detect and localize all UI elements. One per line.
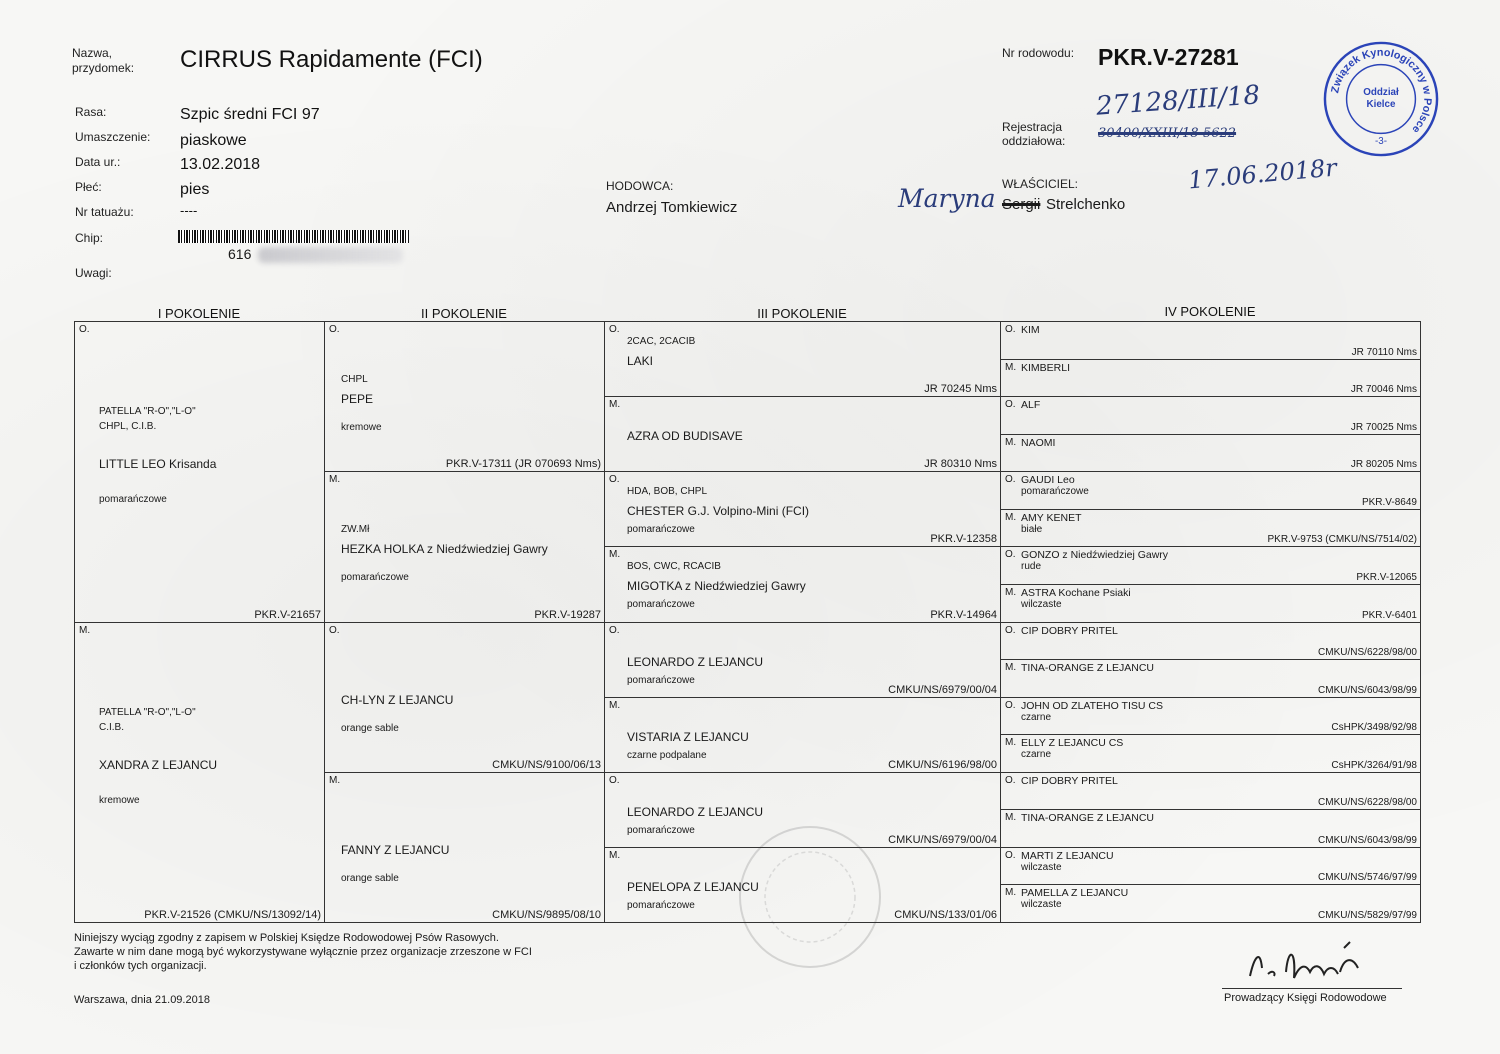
dog-color: wilczaste [1021,899,1062,911]
dog-name: ASTRA Kochane Psiaki [1021,586,1131,599]
dog-name: PEPE [341,392,374,406]
dog-color: białe [1021,523,1043,535]
sex-marker: O. [1005,849,1016,861]
gen4-cell [1000,434,1421,473]
dog-name: AZRA OD BUDISAVE [627,429,743,444]
gen4-cell [1000,659,1421,698]
dog-name: PAMELLA Z LEJANCU [1021,887,1129,900]
dog-name: NAOMI [1021,436,1056,449]
registration-number: CsHPK/3498/92/98 [1331,722,1417,734]
dog-name: CIRRUS Rapidamente (FCI) [180,46,483,73]
sex-marker: M. [1005,812,1017,824]
registration-number: CMKU/NS/6979/00/04 [888,833,997,846]
dog-color: czarne [1021,711,1052,723]
sex-marker: O. [1005,399,1016,411]
dog-name: ELLY Z LEJANCU CS [1021,737,1124,750]
sex-marker: O. [1005,624,1016,636]
sex-marker: M. [1005,436,1017,448]
stamp-number: -3- [1374,136,1388,148]
dog-color: pomarańczowe [627,674,695,686]
gen1-cell [74,321,325,623]
dog-color: rude [1021,561,1042,573]
dog-color: pomarańczowe [627,824,695,836]
dog-name: GONZO z Niedźwiedziej Gawry [1021,549,1169,562]
sex-marker: O. [609,624,620,636]
gen-header-2: II POKOLENIE [421,306,507,321]
titles-line-2: CHPL, C.I.B. [99,421,157,432]
footer-note-3: i członków tych organizacji. [74,960,207,972]
dog-name: XANDRA Z LEJANCU [99,757,218,772]
breed-label: Rasa: [75,105,107,119]
signature-line [1222,988,1402,989]
gen4-cell [1000,396,1421,435]
registration-struck: 30400/XXIII/18-5622 [1098,126,1237,141]
titles: 2CAC, 2CACIB [627,336,696,347]
sex-marker: M. [609,849,621,861]
color-value: piaskowe [180,132,247,149]
registration-number: JR 80205 Nms [1350,459,1417,471]
registration-number: CMKU/NS/9100/06/13 [492,758,601,771]
registration-number: JR 70046 Nms [1350,384,1417,396]
gen4-cell [1000,884,1421,923]
registration-number: JR 70025 Nms [1350,421,1417,433]
pedigree-number: PKR.V-27281 [1098,44,1239,70]
footer-note-1: Niniejszy wyciąg zgodny z zapisem w Polskiej Księdze Rodowodowej Psów Rasowych. [74,932,499,944]
date-handwritten: 17.06.2018r [1187,153,1338,195]
registration-number: CMKU/NS/6228/98/00 [1318,647,1417,659]
titles: HDA, BOB, CHPL [627,486,708,498]
handwritten-signature [1240,928,1370,990]
registration-number: PKR.V-8649 [1361,496,1417,508]
sex-marker: M. [329,774,341,786]
gen3-cell [604,772,1001,848]
gen3-cell [604,321,1001,397]
signature-role: Prowadzący Księgi Rodowodowe [1224,992,1387,1004]
sex-value: pies [180,181,210,198]
sex-marker: M. [1005,361,1017,373]
gen2-cell [324,622,605,773]
stamp-center-2: Kielce [1366,98,1396,110]
registration-number: CMKU/NS/6043/98/99 [1318,684,1417,696]
registration-number: PKR.V-12358 [930,533,997,546]
chip-label: Chip: [75,231,104,245]
sex-marker: M. [1005,586,1017,598]
sex-marker: M. [1005,737,1017,749]
gen4-cell [1000,847,1421,886]
dog-name: LEONARDO Z LEJANCU [627,804,764,819]
tattoo-value: ---- [180,203,198,218]
sex-marker: M. [329,474,341,486]
dog-color: czarne [1021,749,1052,761]
pedigree-no-label: Nr rodowodu: [1002,46,1075,60]
gen3-cell [604,622,1001,698]
breeder-value: Andrzej Tomkiewicz [606,199,738,216]
sex-marker: O. [609,774,620,786]
dog-name: FANNY Z LEJANCU [341,842,450,857]
titles: ZW.Mł [341,524,370,536]
stamp-ring-text: Związek Kynologiczny w Polsce [1329,46,1434,136]
gen3-cell [604,471,1001,547]
gen4-cell [1000,546,1421,585]
gen4-cell [1000,697,1421,736]
dog-name: KIMBERLI [1021,361,1071,374]
association-stamp [1322,40,1440,158]
gen4-cell [1000,622,1421,661]
sex-marker: M. [1005,887,1017,899]
dog-name: KIM [1021,324,1040,336]
owner-surname: Strelchenko [1046,196,1126,213]
sex-marker: M. [609,399,621,411]
dog-color: pomarańczowe [1021,486,1089,498]
dog-name: LEONARDO Z LEJANCU [627,654,764,669]
sex-marker: O. [609,324,620,335]
dog-color: kremowe [341,422,382,433]
breeder-label: HODOWCA: [606,179,674,193]
tattoo-label: Nr tatuażu: [75,205,134,219]
gen4-cell [1000,321,1421,360]
dog-color: czarne podpalane [627,749,707,761]
sex-label: Płeć: [75,180,102,194]
chip-redaction-blur [258,247,403,263]
registration-handwritten: 27128/III/18 [1095,80,1261,122]
gen3-cell [604,697,1001,773]
breed-value: Szpic średni FCI 97 [180,106,320,123]
dog-color: orange sable [341,872,399,884]
registration-number: CMKU/NS/6043/98/99 [1318,834,1417,846]
gen3-cell [604,546,1001,622]
registration-number: PKR.V-12065 [1356,571,1417,583]
registration-number: CMKU/NS/6979/00/04 [888,683,997,696]
gen4-cell [1000,509,1421,548]
registration-number: PKR.V-17311 (JR 070693 Nms) [445,458,601,471]
owner-handwritten: Maryna [898,184,996,213]
registration-number: PKR.V-6401 [1361,609,1417,621]
dog-name: TINA-ORANGE Z LEJANCU [1021,662,1155,675]
footer-place-date: Warszawa, dnia 21.09.2018 [74,994,210,1006]
dog-color: pomarańczowe [99,494,167,505]
dog-name: JOHN OD ZLATEHO TISU CS [1021,699,1163,712]
gen3-cell [604,396,1001,472]
dog-name: ALF [1021,399,1041,412]
dog-color: pomarańczowe [627,899,695,911]
owner-struck: Sergii [1002,196,1041,213]
titles-line-1: PATELLA "R-O","L-O" [99,406,196,417]
dog-color: pomarańczowe [627,599,695,611]
dog-name: CH-LYN Z LEJANCU [341,692,454,707]
titles: CHPL [341,374,368,385]
stamp-center-1: Oddział [1363,87,1399,99]
dog-name: GAUDI Leo [1021,474,1075,487]
dog-color: wilczaste [1021,861,1062,873]
dog-name: LAKI [627,354,654,368]
sex-marker: O. [1005,699,1016,711]
gen1-cell [74,622,325,924]
sex-marker: O. [1005,324,1016,335]
registration-number: CMKU/NS/5829/97/99 [1318,910,1417,921]
registration-number: PKR.V-21526 (CMKU/NS/13092/14) [144,909,321,921]
gen4-cell [1000,809,1421,848]
registration-number: PKR.V-9753 (CMKU/NS/7514/02) [1267,534,1417,546]
dog-name: AMY KENET [1021,511,1082,524]
titles: BOS, CWC, RCACIB [627,561,721,573]
name-label-2: przydomek: [72,61,135,75]
sex-marker: O. [329,324,340,335]
titles-line-2: C.I.B. [99,721,125,733]
sex-marker: M. [79,624,91,636]
gen4-cell [1000,359,1421,398]
registration-number: JR 70245 Nms [924,383,997,396]
dob-label: Data ur.: [75,155,121,169]
registration-number: PKR.V-14964 [930,608,997,621]
registration-number: JR 80310 Nms [924,458,997,471]
sex-marker: O. [329,624,340,636]
sex-marker: O. [609,474,620,486]
registration-number: PKR.V-21657 [254,608,321,621]
name-label-1: Nazwa, [72,46,113,60]
owner-label: WŁAŚCICIEL: [1002,177,1079,191]
registration-number: CMKU/NS/5746/97/99 [1318,872,1417,884]
registration-number: PKR.V-19287 [534,608,601,621]
chip-barcode [178,230,409,243]
dog-name: CIP DOBRY PRITEL [1021,624,1118,637]
gen3-cell [604,847,1001,923]
gen-header-4: IV POKOLENIE [1164,304,1256,319]
sex-marker: O. [79,324,90,335]
sex-marker: O. [1005,549,1016,561]
sex-marker: O. [1005,474,1016,486]
footer-note-2: Zawarte w nim dane mogą być wykorzystywane wyłącznie przez organizacje zrzeszone w FCI [74,946,532,958]
sex-marker: M. [609,549,621,561]
titles-line-1: PATELLA "R-O","L-O" [99,706,196,718]
dog-color: orange sable [341,722,399,734]
registration-label-1: Rejestracja [1002,120,1063,134]
dog-name: PENELOPA Z LEJANCU [627,879,759,894]
dog-name: VISTARIA Z LEJANCU [627,729,749,744]
dog-color: pomarańczowe [627,524,695,536]
dog-name: HEZKA HOLKA z Niedźwiedziej Gawry [341,542,548,557]
gen4-cell [1000,734,1421,773]
registration-number: CMKU/NS/6228/98/00 [1318,797,1417,809]
chip-number: 616 [228,246,252,262]
remarks-label: Uwagi: [75,266,112,280]
dog-name: CHESTER G.J. Volpino-Mini (FCI) [627,504,810,519]
registration-label-2: oddziałowa: [1002,134,1066,148]
dog-color: kremowe [99,794,140,806]
sex-marker: O. [1005,774,1016,786]
gen2-cell [324,471,605,622]
dog-name: MARTI Z LEJANCU [1021,849,1114,862]
gen2-cell [324,772,605,923]
dog-name: TINA-ORANGE Z LEJANCU [1021,812,1155,825]
dob-value: 13.02.2018 [180,156,261,173]
registration-number: JR 70110 Nms [1351,346,1417,358]
dog-color: wilczaste [1021,598,1062,610]
gen-header-1: I POKOLENIE [157,306,241,321]
dog-color: pomarańczowe [341,572,409,584]
color-label: Umaszczenie: [75,130,151,144]
registration-number: CMKU/NS/6196/98/00 [888,758,997,771]
gen4-cell [1000,584,1421,623]
registration-number: CMKU/NS/133/01/06 [894,909,997,921]
gen4-cell [1000,471,1421,510]
gen-header-3: III POKOLENIE [757,306,847,321]
registration-number: CsHPK/3264/91/98 [1331,759,1417,771]
sex-marker: M. [609,699,621,711]
dog-name: MIGOTKA z Niedźwiedziej Gawry [627,579,806,594]
sex-marker: M. [1005,511,1017,523]
gen4-cell [1000,772,1421,811]
registration-number: CMKU/NS/9895/08/10 [492,909,601,921]
dog-name: LITTLE LEO Krisanda [99,457,217,471]
dog-name: CIP DOBRY PRITEL [1021,774,1118,787]
gen2-cell [324,321,605,472]
sex-marker: M. [1005,662,1017,674]
